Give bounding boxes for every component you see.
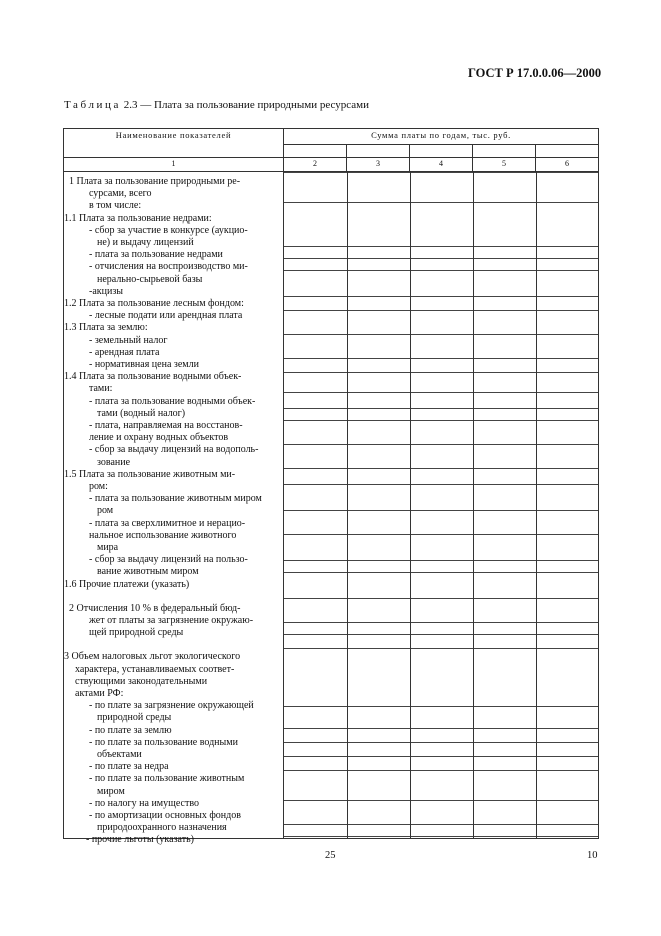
indicator-line: ление и охрану водных объектов	[89, 432, 229, 444]
indicator-line: ром:	[89, 481, 108, 492]
indicator-line: 1.2 Плата за пользование лесным фондом:	[64, 298, 244, 309]
caption-number: 2.3	[123, 99, 138, 111]
indicator-line: - отчисления на воспроизводство ми-	[89, 261, 248, 273]
value-grid	[284, 172, 599, 839]
indicator-line: - по амортизации основных фондов	[89, 810, 241, 821]
indicator-line: - арендная плата	[89, 346, 160, 358]
caption-prefix: Таблица	[64, 99, 121, 111]
indicator-line: тами (водный налог)	[97, 407, 186, 419]
indicator-line: - по плате за пользование водными	[89, 736, 238, 748]
indicator-line: - нормативная цена земли	[89, 359, 199, 370]
col-number: 5	[473, 158, 536, 172]
indicator-line: ром	[97, 505, 114, 517]
table-caption	[64, 99, 369, 111]
indicator-line: нальное использование животного	[89, 529, 237, 541]
indicator-line: 1 Плата за пользование природными ре-	[69, 176, 241, 187]
indicator-line: тами:	[89, 383, 113, 395]
indicator-line: - сбор за выдачу лицензий на водополь-	[89, 444, 259, 456]
indicator-line: жет от платы за загрязнение окружаю-	[89, 615, 254, 626]
indicator-line: - прочие льготы (указать)	[86, 834, 194, 846]
page-number-left: 25	[325, 850, 336, 861]
group-header: Сумма платы по годам, тыс. руб.	[284, 129, 599, 145]
indicator-line: 1.4 Плата за пользование водными объек-	[64, 371, 242, 383]
indicator-line: - по плате за пользование животным	[89, 773, 245, 785]
indicator-line: - по плате за землю	[89, 724, 172, 736]
page-number-right: 10	[587, 850, 598, 861]
indicator-names	[64, 172, 284, 846]
col1-header: Наименование показателей	[64, 129, 284, 158]
indicator-line: - лесные подати или арендная плата	[89, 310, 243, 322]
indicator-line: - плата за пользование недрами	[89, 249, 223, 261]
col-number: 2	[284, 158, 347, 172]
indicator-line: вание животным миром	[97, 566, 199, 578]
indicator-line: природной среды	[97, 712, 172, 724]
indicator-line: - плата за пользование водными объек-	[89, 395, 256, 407]
indicator-line: - по налогу на имущество	[89, 797, 199, 809]
indicator-line: - по плате за загрязнение окружающей	[89, 700, 254, 712]
col-number: 4	[410, 158, 473, 172]
indicator-line: - плата за пользование животным миром	[89, 493, 262, 505]
indicator-line: 1.6 Прочие платежи (указать)	[64, 578, 190, 590]
col-number: 6	[536, 158, 599, 172]
indicator-line: - земельный налог	[89, 334, 168, 346]
indicator-line: не) и выдачу лицензий	[97, 237, 194, 248]
col-number: 3	[347, 158, 410, 172]
payments-table	[63, 128, 599, 846]
indicator-line: сурсами, всего	[89, 188, 152, 200]
indicator-line: щей природной среды	[89, 627, 184, 639]
indicator-line: - плата, направляемая на восстанов-	[89, 420, 243, 431]
indicator-line: - плата за сверхлимитное и нерацио-	[89, 517, 246, 529]
indicator-line: - сбор за участие в конкурсе (аукцио-	[89, 224, 248, 236]
indicator-line: 1.5 Плата за пользование животным ми-	[64, 468, 236, 480]
indicator-line: объектами	[97, 749, 142, 760]
indicator-line: мира	[97, 542, 119, 553]
indicator-line: в том числе:	[89, 200, 142, 212]
indicator-line: характера, устанавливаемых соответ-	[75, 663, 235, 675]
col-number: 1	[64, 158, 284, 172]
indicator-line: нерально-сырьевой базы	[97, 273, 203, 285]
indicator-line: - по плате за недра	[89, 761, 169, 773]
indicator-line: -акцизы	[89, 285, 123, 297]
standard-designation: ГОСТ Р 17.0.0.06—2000	[468, 66, 602, 80]
indicator-line: ствующими законодательными	[75, 675, 208, 687]
indicator-line: 2 Отчисления 10 % в федеральный бюд-	[69, 602, 241, 614]
indicator-line: 1.1 Плата за пользование недрами:	[64, 212, 212, 224]
indicator-line: зование	[97, 456, 131, 468]
indicator-line: - сбор за выдачу лицензий на пользо-	[89, 554, 248, 566]
caption-title: — Плата за пользование природными ресурсами	[140, 99, 370, 111]
indicator-line: миром	[97, 785, 125, 797]
indicator-line: природоохранного назначения	[97, 822, 227, 834]
indicator-line: 3 Объем налоговых льгот экологического	[64, 651, 241, 663]
indicator-line: актами РФ:	[75, 688, 124, 699]
indicator-line: 1.3 Плата за землю:	[64, 322, 148, 334]
